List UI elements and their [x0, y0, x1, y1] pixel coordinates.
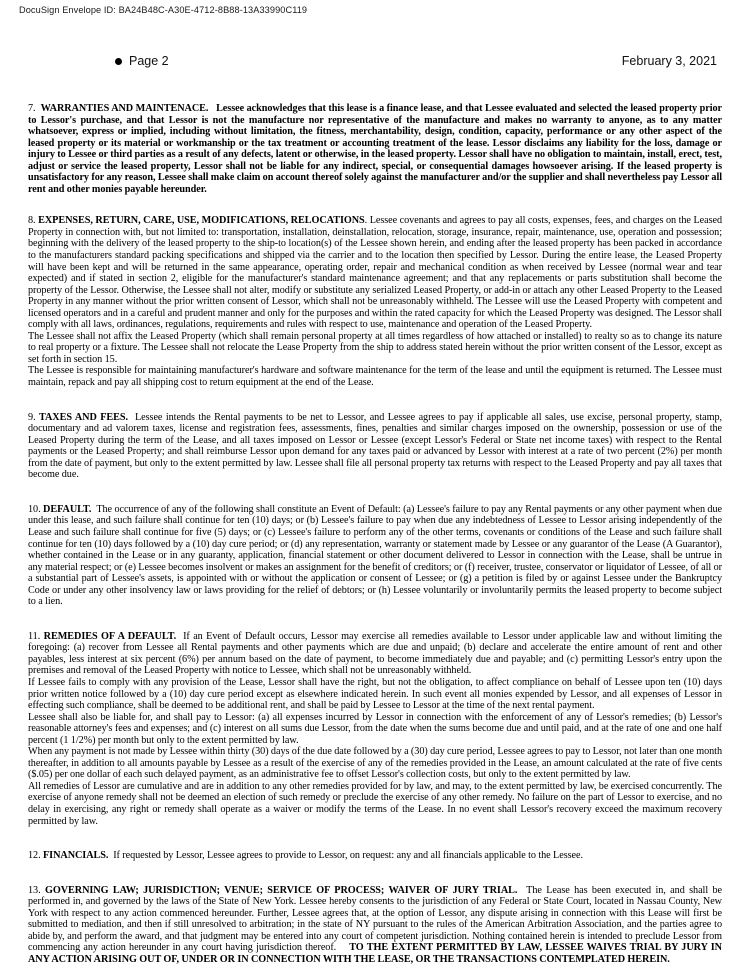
clause-7 [28, 103, 722, 195]
running-header [0, 54, 750, 76]
clause-7-number: 7. [28, 103, 36, 114]
clause-13-body: The Lease has been executed in, and shall be performed in, and governed by the laws of the State of New York. Lessee hereby consents to the jurisdiction of any Federal or State Court, located in Nassau County, New York with respect to any action commenced hereunder. Further, Lessee agrees that, at the option of Lessor, any dispute arising in connection with this Lease will first be submitted to mediation, and then if still unresolved to arbitration; in the state of NY pursuant to the rules of the American Arbitration Association, and the parties agree to abide by, and perform the award, and that judgment may be entered into any court of competent jurisdiction. Nothing contained herein is intended to preclude Lessor from commencing any action hereunder in any court having jurisdiction thereof. [28, 884, 722, 954]
clause-10-number: 10. [28, 503, 41, 515]
clause-8-title: EXPENSES, RETURN, CARE, USE, MODIFICATIONS, RELOCATIONS [38, 215, 365, 227]
clause-11-paragraph-3: Lessee shall also be liable for, and shall pay to Lessor: (a) all expenses incurred by Lessor in connection with the enforcement of any of Lessor's remedies; (b) Lessor's reasonable attorney's fees and expenses; and (c) interest on all sums due Lessor, from the date when the sums become due and until paid, and at the rate of one and one half percent (1 1/2%) per month but only to the extent permitted by law. [28, 711, 722, 746]
clause-11-number: 11. [28, 630, 41, 642]
clause-9-title: TAXES AND FEES. [39, 411, 129, 423]
clause-12 [28, 850, 722, 862]
clause-12-number: 12. [28, 850, 41, 862]
clause-13-number: 13. [28, 884, 41, 896]
clause-13-jury-waiver: TO THE EXTENT PERMITTED BY LAW, LESSEE WAIVES TRIAL BY JURY IN ANY ACTION ARISING OUT OF, UNDER OR IN CONNECTION WITH THE LEASE, OR THE TRANSACTIONS CONTEMPLATED HEREIN. [28, 942, 722, 965]
clause-13-title: GOVERNING LAW; JURISDICTION; VENUE; SERVICE OF PROCESS; WAIVER OF JURY TRIAL. [44, 884, 518, 896]
clause-9-body: Lessee intends the Rental payments to be net to Lessor, and Lessee agrees to pay if applicable all sales, use excise, personal property, stamp, documentary and ad valorem taxes, license and registration fees, assessments, fines, penalties and similar charges imposed on the ownership, possession or use of the Leased Property during the term of the Lease, and all taxes imposed on Lessor or Lessee (except Lessor's Federal or State net income taxes) with respect to the Rental payments or the Leased Property; and shall reimburse Lessor upon demand for any taxes paid or advanced by Lessor with interest at a rate of two percent (2%) per month from the date of payment, but only to the extent permitted by law. Lessee shall file all personal property tax returns with respect to the Leased Property and pay all taxes that become due. [28, 411, 722, 481]
clause-8-paragraph-2: The Lessee shall not affix the Leased Property (which shall remain personal property at all times regardless of how attached or installed) to realty so as to change its nature to real property or a fixture. The Lessee shall not relocate the Lease Property from the ship to address stated herein without the prior written consent of the Lessor, except as set forth in section 15. [28, 330, 722, 365]
clause-11 [28, 631, 722, 677]
docusign-envelope-id: DocuSign Envelope ID: BA24B48C-A30E-4712-8B88-13A33990C119 [19, 5, 308, 15]
clause-12-title: FINANCIALS. [43, 850, 109, 862]
clause-11-paragraph-2: If Lessee fails to comply with any provision of the Lease, Lessor shall have the right, but not the obligation, to affect compliance on behalf of Lessee upon ten (10) days prior written notice followed by a (10) day cure period except as elsewhere indicated herein. In such event all monies expended by Lessor, and all expenses of Lessor in effecting such compliance, shall be deemed to be additional rent, and shall be paid by Lessee to Lessor at the time of the next rental payment. [28, 676, 722, 712]
clause-11-paragraph-5: All remedies of Lessor are cumulative and are in addition to any other remedies provided for by law, and may, to the extent permitted by law, be exercised concurrently. The exercise of anyone remedy shall not be deemed an election of such remedy or preclude the exercise of any other remedy. No failure on the part of Lessor to exercise, and no delay in exercising, any right or remedy shall operate as a waiver or modify the terms of the Lease. In no event shall Lessor's recovery exceed the maximum recovery permitted by law. [28, 780, 722, 827]
clause-7-title: WARRANTIES AND MAINTENACE. [40, 103, 209, 114]
clause-8-paragraph-3: The Lessee is responsible for maintaining manufacturer's hardware and software maintenance for the term of the lease and until the equipment is returned. The Lessee must maintain, repack and pay all shipping cost to return equipment at the end of the Lease. [28, 365, 722, 389]
clause-11-title: REMEDIES OF A DEFAULT. [43, 630, 177, 642]
bullet-dot-icon [115, 58, 122, 65]
header-date: February 3, 2021 [621, 54, 717, 68]
clause-8-body: . Lessee covenants and agrees to pay all costs, expenses, fees, and charges on the Leased Property in connection with, but not limited to: transportation, installation, deinstallation, relocation, storage, insurance, repair, maintenance, use, operation and possession; beginning with the delivery of the leased property to the ship-to location(s) of the Lessee shown herein, and ending after the leased property has been packed in accordance to the manufacturers standard packing specifications and shipped via the carrier and to the location then specified by Lessor. During the entire lease, the Leased Property will have been kept and will be returned in the same appearance, operating order, repair and mechanical condition as when received by Lessee (normal wear and tear expected) and if stated in section 2, eligible for the manufacturer's standard maintenance agreement; and that any replacements or parts substitution shall become the property of the Lessor. Otherwise, the Lessee shall not alter, modify or substitute any serialized Leased Property, or add-in or attach any other Leased Property to the Leased Property in any manner without the prior written consent of Lessor, which shall not be unreasonably withheld. The Lessee will use the Leased Property with competent and licensed operators and in a careful and prudent manner and only for the purposes and within the rated capacity for which the Leased Property was designed. The Lessor shall comply with all laws, ordinances, regulations, requirements and rules with respect to use, maintenance and operation of the Leased Property. [28, 215, 722, 331]
clause-9-number: 9. [28, 411, 36, 423]
clause-10 [28, 504, 722, 608]
clause-11-body: If an Event of Default occurs, Lessor may exercise all remedies available to Lessor under applicable law and without limiting the foregoing: (a) recover from Lessee all Rental payments and other payments which are due and unpaid; (b) declare and accelerate the entire amount of rent and other payables, less interest at six percent (6%) per annum based on the date of payment, to become immediately due and payable; and (c) permitting Lessor's entry upon the premises and removal of the Leased Property with notice to Lessee, which shall not be unreasonably withheld. [28, 630, 722, 677]
clause-8 [28, 215, 722, 330]
clause-10-body: The occurrence of any of the following shall constitute an Event of Default: (a) Lessee's failure to pay any Rental payments or any other payment when due under this lease, and such failure shall continue for ten (10) days; or (b) Lessee's failure to pay when due any indebtedness of Lessee to Lessor arising independently of the Lease and such failure shall continue for five (5) days; or (c) Lessee's failure to perform any of the other terms, covenants or conditions of the Lease and such failure shall continue for ten (10) days followed by a (10) day cure period; or (d) any representation, warranty or statement made by Lessee or any guarantor of the Lease (A Guarantor), whether contained in the Lease or in any guaranty, application, financial statement or other document delivered to Lessor in connection with the Lease, shall be untrue in any material respect; or (e) Lessee becomes insolvent or makes an assignment for the benefit of creditors; or (f) receiver, trustee, conservator or liquidator of Lessee, of all or a substantial part of Lessee's assets, is appointed with or without the application or consent of Lessee; or (g) a petition is filed by or against Lessee under the Bankruptcy Code or under any other insolvency law or laws providing for the relief of debtors; or (h) Lessee voluntarily or involuntarily permits the leased property to become subject to a lien. [28, 503, 722, 608]
clause-7-body: Lessee acknowledges that this lease is a finance lease, and that Lessee evaluated and selected the leased property prior to Lessor's purchase, and that Lessor is not the manufacture nor representative of the manufacture and makes no warranty to anyone, as to any matter whatsoever, express or implied, including without limitation, the fitness, merchantability, design, condition, capacity, performance or any other aspect of the leased property or its material or workmanship or the tax treatment or accounting treatment of the lease. Lessor disclaims any liability for the loss, damage or injury to Lessee or third parties as a result of any defects, latent or otherwise, in the leased property. Lessor shall have no obligation to maintain, install, erect, test, adjust or service the leased property, Lessor shall not be liable for any indirect, special, or consequential damages howsoever arising. If the leased property is unsatisfactory for any reason, Lessee shall make claim on account thereof solely against the manufacturer and/or the supplier and shall nevertheless pay Lessor all rent and other monies payable hereunder. [28, 103, 723, 195]
clause-10-title: DEFAULT. [43, 503, 92, 515]
clause-9 [28, 412, 722, 481]
clause-11-paragraph-4: When any payment is not made by Lessee within thirty (30) days of the due date followed by a (30) day cure period, Lessee agrees to pay to Lessor, not later than one month thereafter, in addition to all amounts payable by Lessee as a result of the exercise of any of the remedies provided in the Lease, an amount calculated at the rate of five cents ($.05) per one dollar of each such delayed payment, as an administrative fee to offset Lessor's collection costs, but only to the extent permitted by law. [28, 746, 722, 781]
document-body [28, 103, 722, 965]
header-page-group [115, 54, 169, 68]
clause-13 [28, 885, 722, 966]
clause-12-body: If requested by Lessor, Lessee agrees to provide to Lessor, on request: any and all financials applicable to the Lessee. [113, 850, 583, 862]
page-number-label: Page 2 [129, 54, 169, 68]
clause-8-number: 8. [28, 215, 36, 227]
